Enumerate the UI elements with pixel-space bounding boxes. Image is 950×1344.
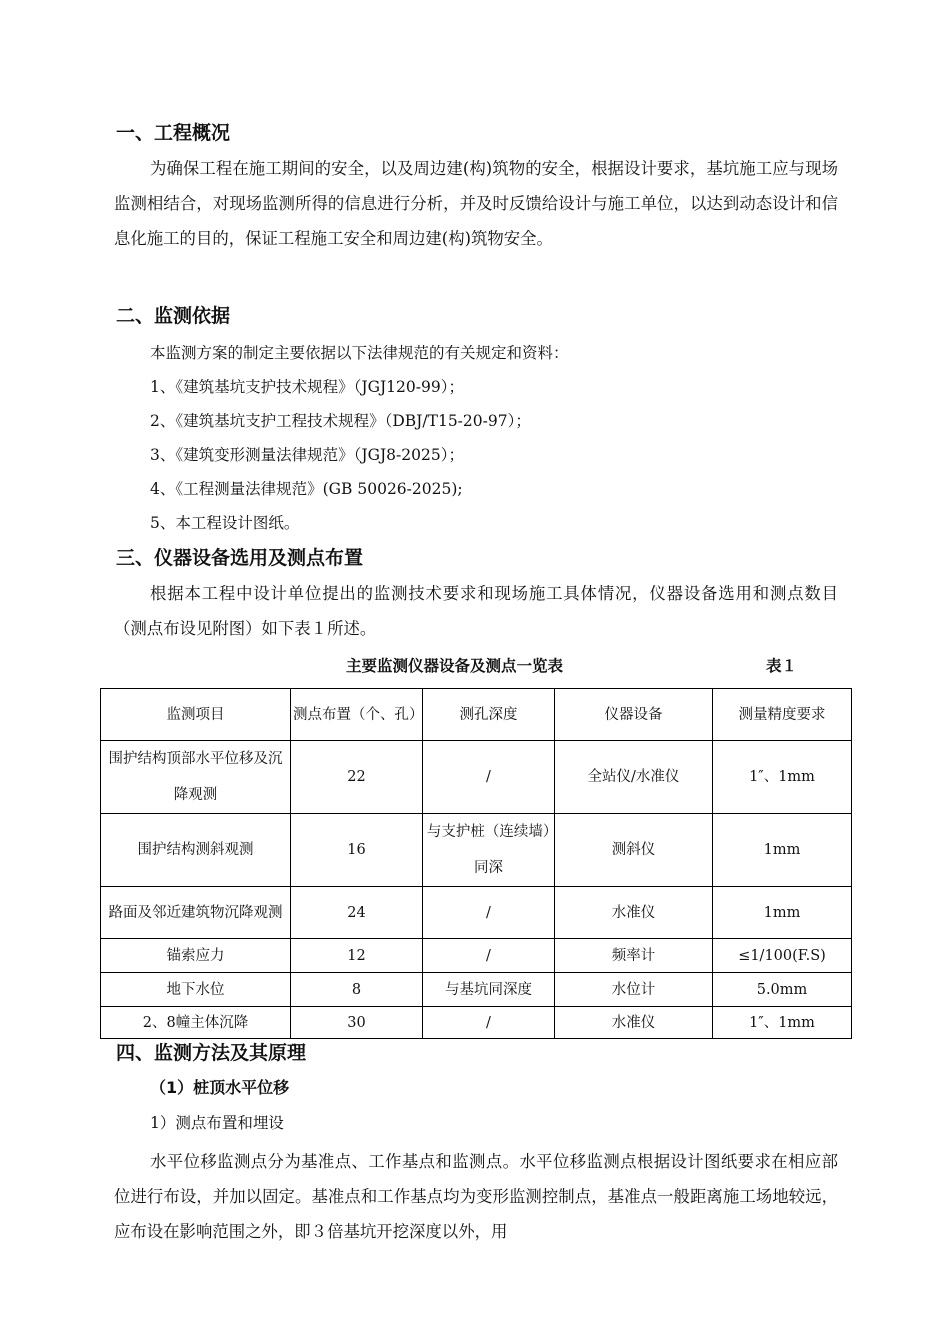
- table-cell: 测斜仪: [555, 814, 713, 887]
- section-2-heading: 二、监测依据: [116, 305, 231, 327]
- table-cell: 围护结构测斜观测: [101, 814, 291, 887]
- table-cell: /: [423, 887, 555, 939]
- table-cell: 地下水位: [101, 973, 291, 1007]
- table-row: [101, 741, 852, 814]
- table-header-cell: 仪器设备: [555, 689, 713, 741]
- equipment-table: [100, 688, 852, 1039]
- table-row: [101, 887, 852, 939]
- table-header-cell: 测量精度要求: [713, 689, 852, 741]
- table-cell: 水准仪: [555, 1007, 713, 1039]
- table-cell: 1″、1mm: [713, 741, 852, 814]
- table-cell: 1mm: [713, 887, 852, 939]
- section-2-intro: 本监测方案的制定主要依据以下法律规范的有关规定和资料：: [150, 344, 569, 362]
- table-cell: 围护结构顶部水平位移及沉降观测: [101, 741, 291, 814]
- table-cell: 24: [291, 887, 423, 939]
- table-row: [101, 939, 852, 973]
- basis-item: 3、《建筑变形测量法律规范》（JGJ8-2025）；: [150, 446, 464, 464]
- table-cell: 8: [291, 973, 423, 1007]
- section-3-paragraph: 根据本工程中设计单位提出的监测技术要求和现场施工具体情况，仪器设备选用和测点数目（测点布设见附图）如下表１所述。: [114, 584, 838, 638]
- section-4-subheading: （1）桩顶水平位移: [150, 1078, 290, 1097]
- table-cell: /: [423, 741, 555, 814]
- basis-item: 1、《建筑基坑支护技术规程》（JGJ120-99）；: [150, 378, 464, 396]
- table-cell: ≤1/100(F.S): [713, 939, 852, 973]
- section-1-heading: 一、工程概况: [116, 122, 231, 144]
- table-cell: 锚索应力: [101, 939, 291, 973]
- section-3-heading: 三、仪器设备选用及测点布置: [116, 547, 364, 569]
- table-cell: 与支护桩（连续墙）同深: [423, 814, 555, 887]
- table-cell: 22: [291, 741, 423, 814]
- table-row: [101, 973, 852, 1007]
- basis-item: 4、《工程测量法律规范》(GB 50026-2025);: [150, 480, 463, 498]
- table-cell: 水准仪: [555, 887, 713, 939]
- table-row: [101, 814, 852, 887]
- table-cell: 12: [291, 939, 423, 973]
- table-cell: 全站仪/水准仪: [555, 741, 713, 814]
- table-cell: 水位计: [555, 973, 713, 1007]
- table-cell: 16: [291, 814, 423, 887]
- section-1-paragraph: 为确保工程在施工期间的安全，以及周边建(构)筑物的安全，根据设计要求，基坑施工应与现场监测相结合，对现场监测所得的信息进行分析，并及时反馈给设计与施工单位，以达到动态设计和信息化施工的目的，保证工程施工安全和周边建(构)筑物安全。: [114, 159, 838, 248]
- table-cell: 1″、1mm: [713, 1007, 852, 1039]
- basis-item: 5、本工程设计图纸。: [150, 514, 300, 532]
- section-4-heading: 四、监测方法及其原理: [116, 1042, 307, 1064]
- table-cell: 频率计: [555, 939, 713, 973]
- table-header-cell: 测点布置（个、孔）: [291, 689, 423, 741]
- section-4-paragraph: 水平位移监测点分为基准点、工作基点和监测点。水平位移监测点根据设计图纸要求在相应部位进行布设，并加以固定。基准点和工作基点均为变形监测控制点，基准点一般距离施工场地较远，应布设在影响范围之外，即３倍基坑开挖深度以外，用: [114, 1152, 838, 1241]
- table-caption: 主要监测仪器设备及测点一览表: [346, 657, 564, 675]
- table-header-cell: 监测项目: [101, 689, 291, 741]
- table-cell: 1mm: [713, 814, 852, 887]
- table-number: 表１: [766, 657, 798, 675]
- table-cell: 30: [291, 1007, 423, 1039]
- table-cell: /: [423, 1007, 555, 1039]
- table-header-row: [101, 689, 852, 741]
- table-cell: 2、8幢主体沉降: [101, 1007, 291, 1039]
- table-cell: 与基坑同深度: [423, 973, 555, 1007]
- table-header-cell: 测孔深度: [423, 689, 555, 741]
- table-cell: 路面及邻近建筑物沉降观测: [101, 887, 291, 939]
- table-cell: /: [423, 939, 555, 973]
- section-4-subsubheading: 1）测点布置和埋设: [150, 1114, 284, 1132]
- table-row: [101, 1007, 852, 1039]
- basis-item: 2、《建筑基坑支护工程技术规程》（DBJ/T15-20-97）；: [150, 412, 531, 430]
- table-cell: 5.0mm: [713, 973, 852, 1007]
